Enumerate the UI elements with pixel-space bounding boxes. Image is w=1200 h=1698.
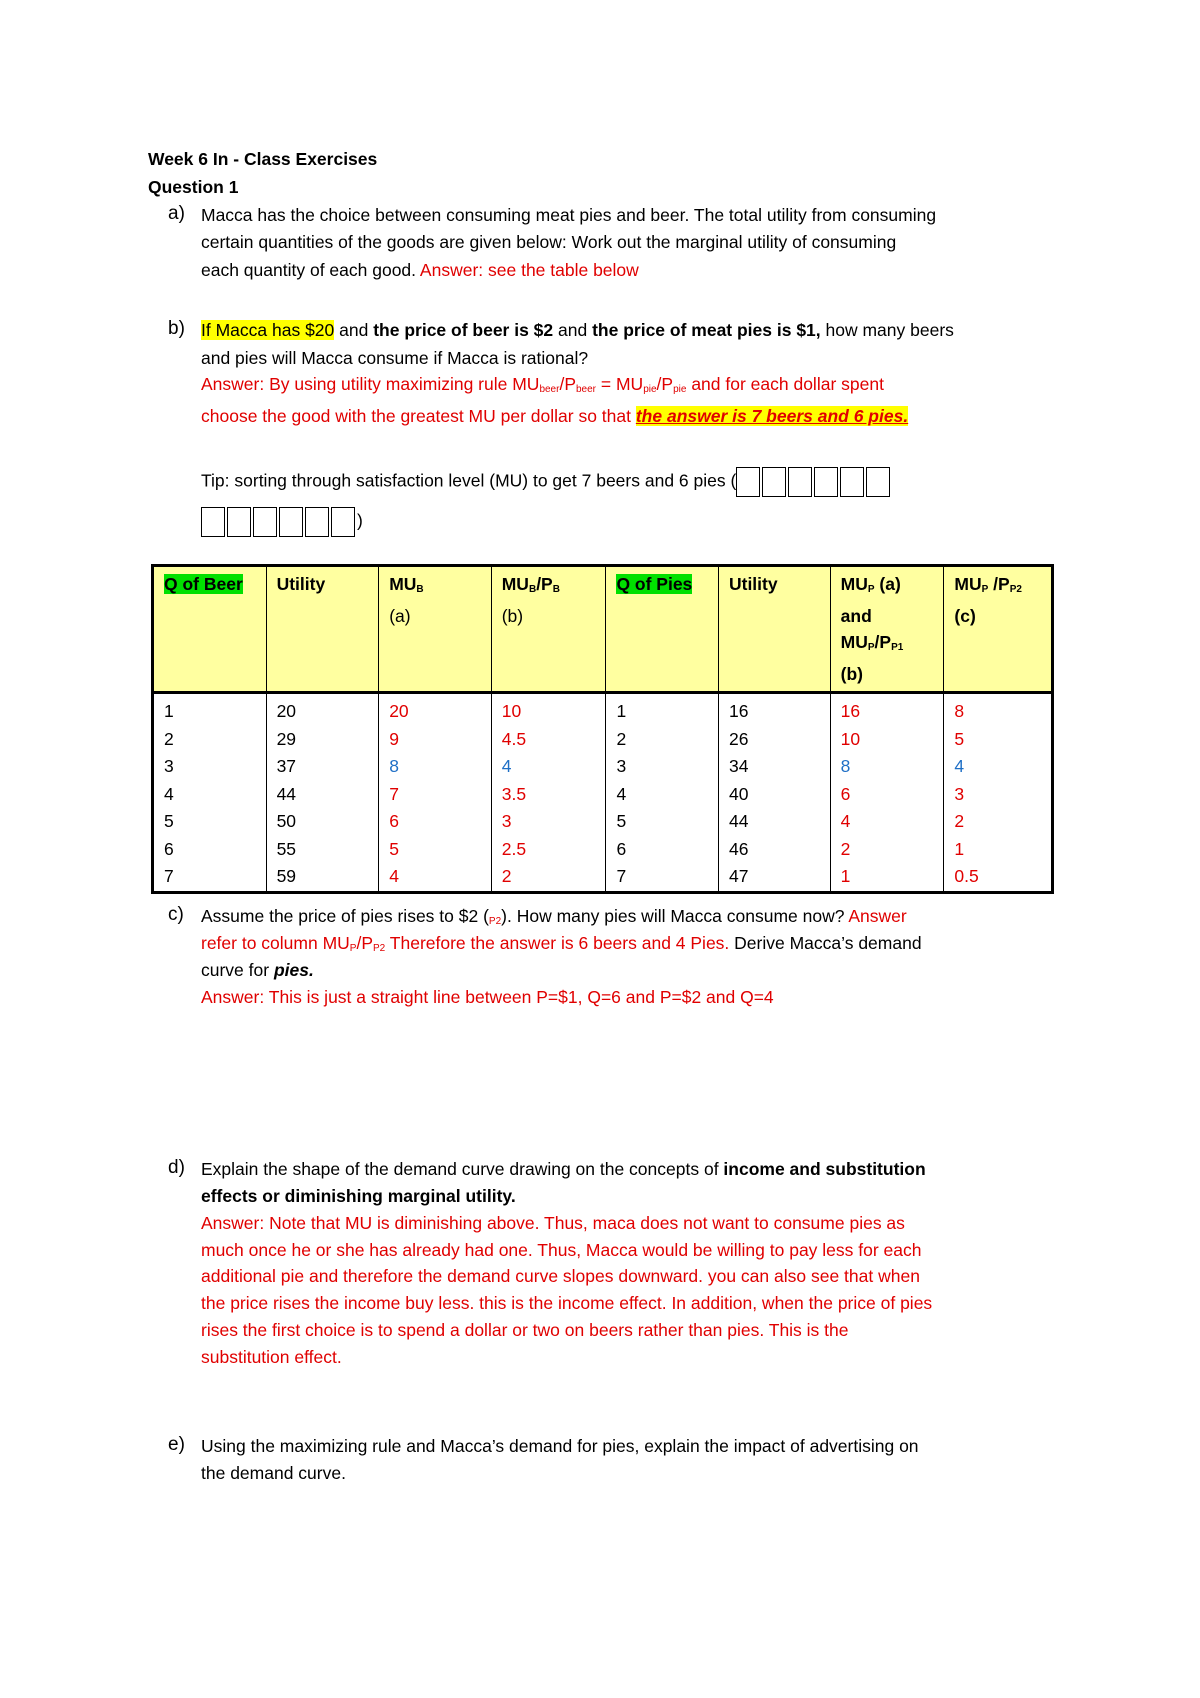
part-d-answer-1: Answer: Note that MU is diminishing above. Thus, maca does not want to consume pies as	[201, 1213, 905, 1233]
header-mu-pies: $MU_P$ (a) and $MU_P/P_{P1}$ (b)	[830, 566, 944, 693]
table-cell: 5	[606, 808, 719, 836]
table-cell: 10	[830, 726, 944, 754]
part-a-answer: Answer: see the table below	[419, 260, 639, 280]
table-cell: 2.5	[491, 836, 606, 864]
part-a-line-2: certain quantities of the goods are given below: Work out the marginal utility of consuming	[201, 232, 897, 252]
question-number: Question 1	[148, 177, 239, 197]
part-e-line-1: Using the maximizing rule and Macca’s demand for pies, explain the impact of advertising on	[201, 1436, 919, 1456]
part-c-line-3: curve for pies.	[201, 960, 314, 980]
table-cell: 4	[379, 863, 492, 892]
header-q-beer: Q of Beer	[153, 566, 267, 693]
table-row	[153, 753, 1053, 781]
table-cell: 4.5	[491, 726, 606, 754]
part-d-line-2: effects or diminishing marginal utility.	[201, 1186, 516, 1206]
table-cell: 3	[606, 753, 719, 781]
part-b-answer-line-2: choose the good with the greatest MU per dollar so that the answer is 7 beers and 6 pies.	[201, 406, 909, 426]
part-a-line-1: Macca has the choice between consuming meat pies and beer. The total utility from consuming	[201, 205, 937, 225]
table-cell: 46	[718, 836, 830, 864]
header-q-pies: Q of Pies	[606, 566, 719, 693]
table-cell: 37	[266, 753, 379, 781]
header-mu-beer: $MU_B$ (a)	[379, 566, 492, 693]
table-cell: 16	[830, 693, 944, 726]
part-c-line-2: refer to column $MU_P/P_{P2}$ Therefore the answer is 6 beers and 4 Pies. Derive Macca’s demand	[201, 933, 922, 954]
table-row	[153, 863, 1053, 892]
table-row	[153, 726, 1053, 754]
table-cell: 10	[491, 693, 606, 726]
header-utility-beer: Utility	[266, 566, 379, 693]
part-d-answer-3: additional pie and therefore the demand curve slopes downward. you can also see that when	[201, 1266, 920, 1286]
part-b-line-1: If Macca has $20 and the price of beer is $2 and the price of meat pies is $1, how many beers	[201, 320, 954, 340]
part-d-answer-4: the price rises the income buy less. this is the income effect. In addition, when the price of pies	[201, 1293, 933, 1313]
part-d-answer-6: substitution effect.	[201, 1347, 342, 1367]
table-cell: 9	[379, 726, 492, 754]
table-cell: 3	[944, 781, 1053, 809]
part-d-answer-2: much once he or she has already had one. Thus, Macca would be willing to pay less for each	[201, 1240, 922, 1260]
table-cell: 59	[266, 863, 379, 892]
part-d-line-1: Explain the shape of the demand curve drawing on the concepts of income and substitution	[201, 1159, 926, 1179]
table-row	[153, 836, 1053, 864]
table-cell: 0.5	[944, 863, 1053, 892]
table-cell: 26	[718, 726, 830, 754]
header-mu-per-price-beer: $MU_B/P_B$ (b)	[491, 566, 606, 693]
table-cell: 1	[944, 836, 1053, 864]
table-cell: 29	[266, 726, 379, 754]
part-a-label: a)	[168, 203, 185, 224]
table-cell: 1	[606, 693, 719, 726]
table-cell: 40	[718, 781, 830, 809]
part-c-answer: Answer: This is just a straight line between P=$1, Q=6 and P=$2 and Q=4	[201, 987, 774, 1007]
part-b-line-2: and pies will Macca consume if Macca is rational?	[201, 348, 589, 368]
table-cell: 2	[606, 726, 719, 754]
part-d-answer-5: rises the first choice is to spend a dollar or two on beers rather than pies. This is the	[201, 1320, 849, 1340]
budget-highlight: If Macca has $20	[201, 320, 335, 340]
table-cell: 6	[830, 781, 944, 809]
table-cell: 44	[266, 781, 379, 809]
table-cell: 1	[830, 863, 944, 892]
table-cell: 44	[718, 808, 830, 836]
page-title: Week 6 In - Class Exercises	[148, 149, 378, 169]
answer-highlight: the answer is 7 beers and 6 pies.	[635, 406, 909, 426]
table-cell: 20	[379, 693, 492, 726]
table-cell: 7	[379, 781, 492, 809]
part-c-line-1: Assume the price of pies rises to $2 $(_{P2})$. How many pies will Macca consume now? Answer	[201, 906, 907, 927]
table-cell: 7	[606, 863, 719, 892]
table-cell: 4	[830, 808, 944, 836]
tip-line: Tip: sorting through satisfaction level (MU) to get 7 beers and 6 pies (	[201, 467, 892, 497]
part-b-answer-line-1: Answer: By using utility maximizing rule $MU_{beer}/P_{beer} = MU_{pie}/P_{pie}$ and for each dollar spent	[201, 374, 884, 395]
table-cell: 6	[379, 808, 492, 836]
part-b-label: b)	[168, 318, 185, 339]
part-e-label: e)	[168, 1434, 185, 1455]
table-cell: 6	[153, 836, 267, 864]
table-cell: 16	[718, 693, 830, 726]
table-cell: 3.5	[491, 781, 606, 809]
table-cell: 47	[718, 863, 830, 892]
table-cell: 2	[830, 836, 944, 864]
table-cell: 2	[944, 808, 1053, 836]
table-cell: 50	[266, 808, 379, 836]
table-cell: 34	[718, 753, 830, 781]
table-cell: 20	[266, 693, 379, 726]
part-a-line-3: each quantity of each good. Answer: see the table below	[201, 260, 639, 280]
table-cell: 7	[153, 863, 267, 892]
table-cell: 3	[491, 808, 606, 836]
tip-line-2: )	[201, 507, 363, 537]
table-cell: 1	[153, 693, 267, 726]
header-utility-pies: Utility	[718, 566, 830, 693]
table-row	[153, 781, 1053, 809]
table-cell: 4	[491, 753, 606, 781]
table-cell: 4	[944, 753, 1053, 781]
table-cell: 3	[153, 753, 267, 781]
table-cell: 2	[491, 863, 606, 892]
table-cell: 8	[944, 693, 1053, 726]
table-cell: 55	[266, 836, 379, 864]
table-header-row	[153, 566, 1053, 693]
table-cell: 4	[606, 781, 719, 809]
table-row	[153, 808, 1053, 836]
utility-table	[151, 564, 1054, 894]
table-cell: 8	[830, 753, 944, 781]
table-cell: 6	[606, 836, 719, 864]
part-d-label: d)	[168, 1157, 185, 1178]
table-cell: 5	[944, 726, 1053, 754]
table-cell: 8	[379, 753, 492, 781]
part-e-line-2: the demand curve.	[201, 1463, 346, 1483]
table-cell: 2	[153, 726, 267, 754]
table-row	[153, 693, 1053, 726]
table-cell: 5	[153, 808, 267, 836]
header-mu-per-price2-pies: $MU_P$ $/P_{P2}$ (c)	[944, 566, 1053, 693]
table-cell: 5	[379, 836, 492, 864]
part-c-label: c)	[168, 904, 184, 925]
table-cell: 4	[153, 781, 267, 809]
